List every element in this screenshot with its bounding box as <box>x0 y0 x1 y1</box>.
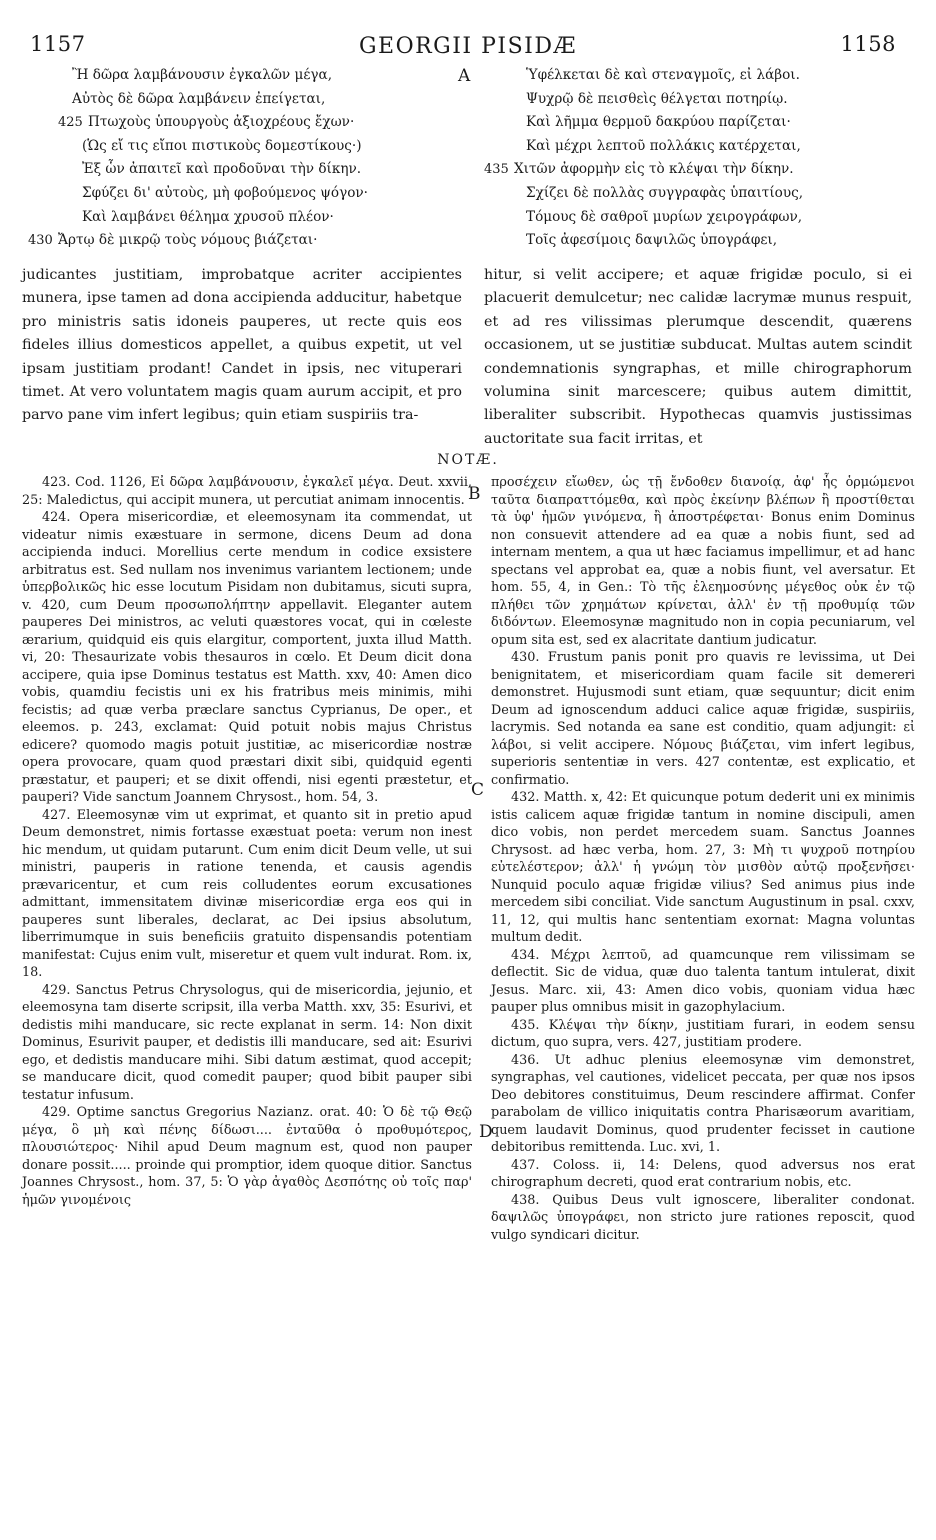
running-header <box>0 26 936 59</box>
note-text: Eleemosynæ vim ut exprimat, et quanto sit in pretio apud Deum demonstret, nimis fortasse exæstuat poeta: verum non inest hic mendum, ut quidam putarunt. Cum enim dicit Deum velle, ut sui ministri, pauperis in ratione tenenda, et causis agendis prævaricentur, et cum reis colludentes eorum excusationes admittant, immensitatem divinæ misericordiæ erga eos qui in pauperes sunt liberales, declarat, ac Dei ipsius absolutum, liberrimumque in suis beneficiis gratuito dispensandis potentiam manifestat: Cujus enim vult, miseretur et quem vult indurat. Rom. ix, 18. <box>22 807 472 980</box>
verse-text: Καὶ λῆμμα θερμοῦ δακρύου παρίζεται· <box>526 114 791 131</box>
note-paragraph <box>22 509 472 807</box>
note-number: 427. <box>42 807 71 823</box>
margin-letter-d: D <box>479 1122 493 1142</box>
verse-number: 435 <box>484 162 509 178</box>
note-text: Κλέψαι τὴν δίκην, justitiam furari, in eodem sensu dictum, quo supra, vers. 427, justitiam prodere. <box>491 1017 915 1050</box>
note-paragraph <box>491 1192 915 1245</box>
note-text: Quibus Deus vult ignoscere, liberaliter condonat. δαψιλῶς ὑπογράφει, non stricto jure rationes reposcit, quod vulgo syndicari dicitur. <box>491 1192 915 1243</box>
note-paragraph <box>22 1104 472 1209</box>
margin-letter-c: C <box>471 780 485 800</box>
notes-heading: NOTÆ. <box>437 452 499 468</box>
note-paragraph <box>491 1017 915 1052</box>
verse-line <box>484 135 914 159</box>
latin-translation-right: hitur, si velit accipere; et aquæ frigidæ poculo, si ei placuerit demulcetur; nec calidæ lacrymæ munus respuit, et ad res vilissimas plerumque descendit, quærens occasionem, ut se justitiæ subducat. Multas autem scindit condemnationis syngraphas, et mille chirographorum volumina sinit marcescere; quibus autem dimittit, liberaliter subscribit. Hypothecas quamvis justissimas auctoritate sua facit irritas, et <box>484 267 912 447</box>
verse-text: Ψυχρῷ δὲ πεισθεὶς θέλγεται ποτηρίῳ. <box>526 90 788 107</box>
note-number: 432. <box>511 790 540 805</box>
verse-line <box>22 111 462 135</box>
note-text: Frustum panis ponit pro quavis re levissima, ut Dei benignitatem, et misericordiam quam facile sit demereri demonstret. Hujusmodi sunt etiam, quæ sequuntur; dicit enim Deum ad ignoscendum adduci calice aquæ frigidæ, suspiriis, lacrymis. Sed notanda ea sane est conditio, quam adjungit: εἰ λάβοι, si velit accipere. Νόμους βιάζεται, vim infert legibus, superioris sententiæ in vers. 427 contentæ, est explicatio, et confirmatio. <box>491 650 915 788</box>
verse-text: Τοῖς ἀφεσίμοις δαψιλῶς ὑπογράφει, <box>526 232 778 249</box>
note-text: Sanctus Petrus Chrysologus, qui de misericordia, jejunio, et eleemosyna tam diserte scripsit, illa verba Matth. xxv, 35: Esurivi, et dedistis mihi manducare, sic recte explanat in serm. 14: Non dixit Dominus, Esurivit pauper, et dedistis illi manducare, sed ait: Esurivi ego, et dedistis manducare mihi. Sibi datum æstimat, quod accepit; se manducare dicit, quod comedit pauper; quod bibit pauper sibi testatur infusum. <box>22 982 472 1103</box>
verse-line <box>484 111 914 135</box>
verse-line <box>22 206 462 230</box>
note-number: 437. <box>511 1157 540 1173</box>
verse-line <box>484 206 914 230</box>
note-number: 434. <box>511 947 540 963</box>
verse-line <box>22 64 462 88</box>
margin-letter-a: A <box>458 66 471 86</box>
running-title: GEORGII PISIDÆ <box>358 34 578 59</box>
verse-text: Καὶ μέχρι λεπτοῦ πολλάκις κατέρχεται, <box>526 137 801 154</box>
verse-line <box>22 182 462 206</box>
note-text: Matth. x, 42: Et quicunque potum dederit uni ex minimis istis calicem aquæ frigidæ tantum in nomine discipuli, amen dico vobis, non perdet mercedem suam. Sanctus Joannes Chrysost. ad hæc verba, hom. 27, 3: Μὴ τι ψυχροῦ ποτηρίου εὐτελέστερον; ἀλλ' ἡ γνώμη τὸν μισθὸν αὐτῷ προξενῆσει· Nunquid poculo aquæ frigidæ vilius? Sed animus pius inde mercedem sibi conciliat. Vide sanctum Augustinum in psal. cxxv, 11, 12, qui multis hanc sententiam exornat: Magna voluntas multum dedit. <box>491 790 915 945</box>
verse-line <box>484 229 914 253</box>
verse-line <box>484 88 914 112</box>
note-text: Optime sanctus Gregorius Nazianz. orat. 40: Ὁ δὲ τῷ Θεῷ μέγα, ὃ μὴ καὶ πένης δίδωσι.... ἐνταῦθα ὁ προθυμότερος, πλουσιώτερος· Nihil apud Deum magnum est, quod non pauper donare possit..... proinde qui promptior, idem quoque ditior. Sanctus Joannes Chrysost., hom. 37, 5: Ὁ γὰρ ἀγαθὸς Δεσπότης οὐ τοῖς παρ' ἡμῶν γινομένοις <box>22 1105 472 1208</box>
page-number-right: 1158 <box>840 32 896 56</box>
verse-line <box>22 88 462 112</box>
verse-line <box>484 182 914 206</box>
verse-line <box>22 229 462 253</box>
notes-column-left <box>22 474 472 1209</box>
verse-line <box>484 158 914 182</box>
verse-line <box>484 64 914 88</box>
note-number: 436. <box>511 1052 540 1068</box>
note-paragraph <box>22 982 472 1105</box>
latin-translation-left: judicantes justitiam, improbatque acriter accipientes munera, ipse tamen ad dona accipienda adducitur, habetque pro ministris satis idoneis pauperes, ut recte quis eos fideles illius domesticos appellet, a quibus expetit, ut vel ipsam justitiam prodant! Candet in ipsis, nec vituperari timet. At vero voluntatem magis quam aurum accipit, et pro parvo pane vim infert legibus; quin etiam suspiriis tra- <box>22 267 462 424</box>
verse-text: Πτωχοὺς ὑπουργοὺς ἀξιοχρέους ἔχων· <box>88 114 355 131</box>
verse-text: Ὑφέλκεται δὲ καὶ στεναγμοῖς, εἰ λάβοι. <box>526 67 800 83</box>
page-number-left: 1157 <box>30 32 86 56</box>
verse-text: Καὶ λαμβάνει θέλημα χρυσοῦ πλέον· <box>82 208 334 225</box>
note-number: 430. <box>511 650 540 665</box>
note-text: προσέχειν εἴωθεν, ὡς τῇ ἔνδοθεν διανοίᾳ, ἀφ' ἧς ὁρμώμενοι ταῦτα διαπραττόμεθα, καὶ πρὸς ἐκείνην βλέπων ἢ προστίθεται τὰ ὑφ' ἡμῶν γινόμενα, ἢ ἀποστρέφεται· Bonus enim Dominus non consuevit attendere ad ea quæ a nobis fiunt, sed ad internam mentem, a qua ut hæc faciamus impellimur, et ad hanc spectans vel approbat ea, quæ a nobis fiunt, vel aversatur. Et hom. 55, 4, in Gen.: Τὸ τῆς ἐλεημοσύνης μέγεθος οὐκ ἐν τῷ πλήθει τῶν χρημάτων κρίνεται, ἀλλ' ἐν τῇ προθυμίᾳ τῶν διδόντων. Eleemosynæ magnitudo non in copia pecuniarum, vel opum sita est, sed ex alacritate dantium judicatur. <box>491 475 915 648</box>
note-paragraph <box>491 789 915 947</box>
note-text: Opera misericordiæ, et eleemosynam ita commendat, ut videatur nimis exæstuare in sermone, dicens Deum ad dona accipienda induci. Morellius certe mendum in codice exsistere arbitratus est. Sed nullam nos invenimus variantem lectionem; unde ὑπερβολικῶς hic esse locutum Pisidam non dubitamus, sicuti supra, v. 420, cum Deum προσωπολήπτην appellavit. Eleganter autem pauperes Dei ministros, ac veluti quæstores vocat, qui in cœleste ærarium, quidquid eis quis elargitur, comportent, juxta illud Matth. vi, 20: Thesaurizate vobis thesauros in cœlo. Et Deum dicit dona accipere, quia ipse Dominus testatus est Matth. xxv, 40: Amen dico vobis, quamdiu fecistis uni ex his fratribus meis minimis, mihi fecistis; ad quæ verba præclare sanctus Cyprianus, De oper., et eleemos. p. 243, exclamat: Quid potuit nobis majus Christus edicere? quomodo magis potuit justitiæ, ac misericordiæ nostræ opera provocare, quam quod præstari dixit sibi, quidquid egenti præstatur, et pauperi; et se dixit offendi, nisi egenti præstetur, et pauperi? Vide sanctum Joannem Chrysost., hom. 54, 3. <box>22 510 472 805</box>
note-paragraph <box>491 947 915 1017</box>
note-text: Μέχρι λεπτοῦ, ad quamcunque rem vilissimam se deflectit. Sic de vidua, quæ duo talenta tantum intulerat, dixit Jesus. Marc. xii, 43: Amen dico vobis, quoniam vidua hæc pauper plus omnibus misit in gazophylacium. <box>491 947 915 1015</box>
note-paragraph <box>491 1157 915 1192</box>
note-paragraph <box>491 1052 915 1157</box>
note-number: 423. <box>42 475 71 490</box>
greek-verses-right <box>484 64 914 253</box>
verse-text: Ἢ δῶρα λαμβάνουσιν ἐγκαλῶν μέγα, <box>72 67 333 83</box>
verse-number: 425 <box>58 115 83 131</box>
note-text: Coloss. ii, 14: Delens, quod adversus nos erat chirographum decreti, quod erat contrarium nobis, etc. <box>491 1157 915 1190</box>
greek-verses-left <box>22 64 462 253</box>
note-number: 429. <box>42 1105 71 1120</box>
note-paragraph <box>491 474 915 649</box>
note-number: 429. <box>42 982 71 998</box>
verse-text: Ἐξ ὧν ἀπαιτεῖ καὶ προδοῦναι τὴν δίκην. <box>82 161 362 178</box>
note-text: Cod. 1126, Εἰ δῶρα λαμβάνουσιν, ἐγκαλεῖ μέγα. Deut. xxvii, 25: Maledictus, qui accipit munera, ut percutiat animam innocentis. <box>22 475 472 508</box>
note-number: 438. <box>511 1192 540 1208</box>
note-text: Ut adhuc plenius eleemosynæ vim demonstret, syngraphas, vel cautiones, videlicet peccata, per quæ nos ipsos Deo debitores constituimus, Deum rescindere affirmat. Confer parabolam de villico iniquitatis contra Pharisæorum avaritiam, quem laudavit Dominus, quod prudenter fecisset in cautione debitoribus remittenda. Luc. xvi, 1. <box>491 1052 915 1155</box>
verse-number: 430 <box>28 233 53 249</box>
verse-text: Αὐτὸς δὲ δῶρα λαμβάνειν ἐπείγεται, <box>72 90 326 107</box>
note-number: 424. <box>42 510 71 525</box>
verse-text: (Ὡς εἴ τις εἴποι πιστικοὺς δομεστίκους·) <box>82 137 362 154</box>
verse-text: Σφύζει δι' αὐτοὺς, μὴ φοβούμενος ψόγον· <box>82 184 368 201</box>
verse-text: Χιτῶν ἀφορμὴν εἰς τὸ κλέψαι τὴν δίκην. <box>514 161 794 178</box>
verse-line <box>22 135 462 159</box>
note-number: 435. <box>511 1017 540 1033</box>
note-paragraph <box>22 807 472 982</box>
margin-letter-b: B <box>468 484 481 504</box>
verse-text: Ἄρτῳ δὲ μικρῷ τοὺς νόμους βιάζεται· <box>58 232 318 249</box>
verse-line <box>22 158 462 182</box>
note-paragraph <box>22 474 472 509</box>
notes-column-right <box>491 474 915 1244</box>
verse-text: Σχίζει δὲ πολλὰς συγγραφὰς ὑπαιτίους, <box>526 184 804 201</box>
verse-text: Τόμους δὲ σαθροῖ μυρίων χειρογράφων, <box>526 208 803 225</box>
note-paragraph <box>491 649 915 789</box>
